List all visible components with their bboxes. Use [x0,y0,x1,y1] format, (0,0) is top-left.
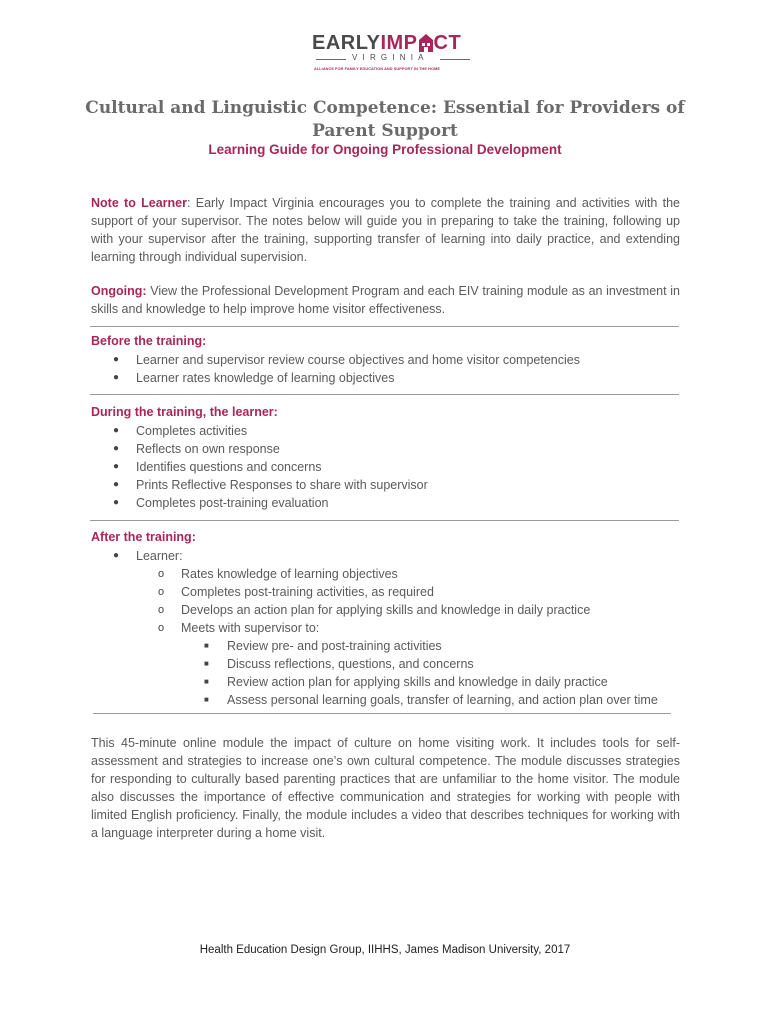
list-item [91,458,428,476]
list-item [91,655,658,673]
list-item [91,583,658,601]
square-bullet-icon: ■ [204,659,209,668]
list-item-text: Completes activities [136,424,248,438]
circle-bullet-icon: o [158,622,165,634]
section-divider [90,520,679,521]
list-item-text: Assess personal learning goals, transfer of learning, and action plan over time [227,693,658,707]
bullet-icon: ● [113,461,120,472]
list-item-text: Review action plan for applying skills and knowledge in daily practice [227,675,608,689]
list-item [91,369,580,387]
note-text: : Early Impact Virginia encourages you to complete the training and activities with the support of your supervisor. The notes below will guide you in preparing to take the training, following up with your supervisor after the training, supporting transfer of learning into daily practice, and extending learning through individual supervision. [91,196,680,264]
list-item [91,440,428,458]
list-item-text: Completes post-training evaluation [136,496,329,510]
bullet-icon: ● [113,497,120,508]
list-item-text: Learner: [136,549,183,563]
page-footer: Health Education Design Group, IIHHS, James Madison University, 2017 [199,944,571,956]
after-heading: After the training: [91,530,196,544]
logo-tagline: ALLIANCE FOR FAMILY EDUCATION AND SUPPORT IN THE HOME [314,67,440,71]
bullet-icon: ● [113,372,120,383]
list-item-text: Review pre- and post-training activities [227,639,442,653]
ongoing-label: Ongoing: [91,284,147,298]
list-item-text: Identifies questions and concerns [136,460,322,474]
list-item [91,673,658,691]
bullet-icon: ● [113,479,120,490]
list-item [91,637,658,655]
after-list [91,547,658,709]
list-item-text: Reflects on own response [136,442,280,456]
square-bullet-icon: ■ [204,677,209,686]
list-item-text: Learner and supervisor review course objectives and home visitor competencies [136,353,580,367]
before-list [91,351,580,387]
square-bullet-icon: ■ [204,695,209,704]
note-label: Note to Learner [91,196,187,210]
ongoing-text: View the Professional Development Program and each EIV training module as an investment in skills and knowledge to help improve home visitor effectiveness. [91,284,680,316]
section-divider [90,394,679,395]
early-impact-virginia-logo [312,30,472,76]
house-icon [418,33,434,53]
during-heading: During the training, the learner: [91,405,278,419]
bullet-icon: ● [113,550,120,561]
during-list [91,422,428,512]
list-item [91,691,658,709]
logo-subtitle: VIRGINIA [352,53,429,62]
bullet-icon: ● [113,354,120,365]
logo-rule-right [440,59,470,60]
ongoing-paragraph [91,282,680,318]
list-item [91,351,580,369]
list-item [91,547,658,565]
circle-bullet-icon: o [158,586,165,598]
document-subtitle: Learning Guide for Ongoing Professional Development [208,142,562,157]
list-item [91,619,658,637]
logo-wordmark [312,32,461,54]
list-item-text: Meets with supervisor to: [181,621,320,635]
circle-bullet-icon: o [158,604,165,616]
list-item-text: Prints Reflective Responses to share with supervisor [136,478,428,492]
logo-word-early: EARLY [312,32,381,54]
list-item [91,476,428,494]
list-item-text: Develops an action plan for applying skills and knowledge in daily practice [181,603,591,617]
before-heading: Before the training: [91,334,207,348]
square-bullet-icon: ■ [204,641,209,650]
document-title: Cultural and Linguistic Competence: Essential for Providers of Parent Support [85,98,685,141]
logo-rule-left [316,59,346,60]
module-description: This 45-minute online module the impact of culture on home visiting work. It includes tools for self-assessment and strategies to increase one’s own cultural competence. The module discusses strategies for responding to culturally based parenting practices that are unfamiliar to the home visitor. The module also discusses the importance of effective communication and strategies for working with people with limited English proficiency. Finally, the module includes a video that describes techniques for working with a language interpreter during a home visit. [91,736,680,840]
list-item [91,494,428,512]
list-item-text: Rates knowledge of learning objectives [181,567,398,581]
bullet-icon: ● [113,443,120,454]
list-item-text: Completes post-training activities, as required [181,585,434,599]
list-item [91,422,428,440]
list-item [91,601,658,619]
logo-word-impact-b: CT [433,32,462,54]
note-to-learner-paragraph [91,194,680,266]
circle-bullet-icon: o [158,568,165,580]
logo-word-impact-a: IMP [380,32,418,54]
section-divider [93,713,671,714]
section-divider [90,326,679,327]
list-item-text: Discuss reflections, questions, and concerns [227,657,474,671]
bullet-icon: ● [113,425,120,436]
list-item-text: Learner rates knowledge of learning objectives [136,371,395,385]
list-item [91,565,658,583]
